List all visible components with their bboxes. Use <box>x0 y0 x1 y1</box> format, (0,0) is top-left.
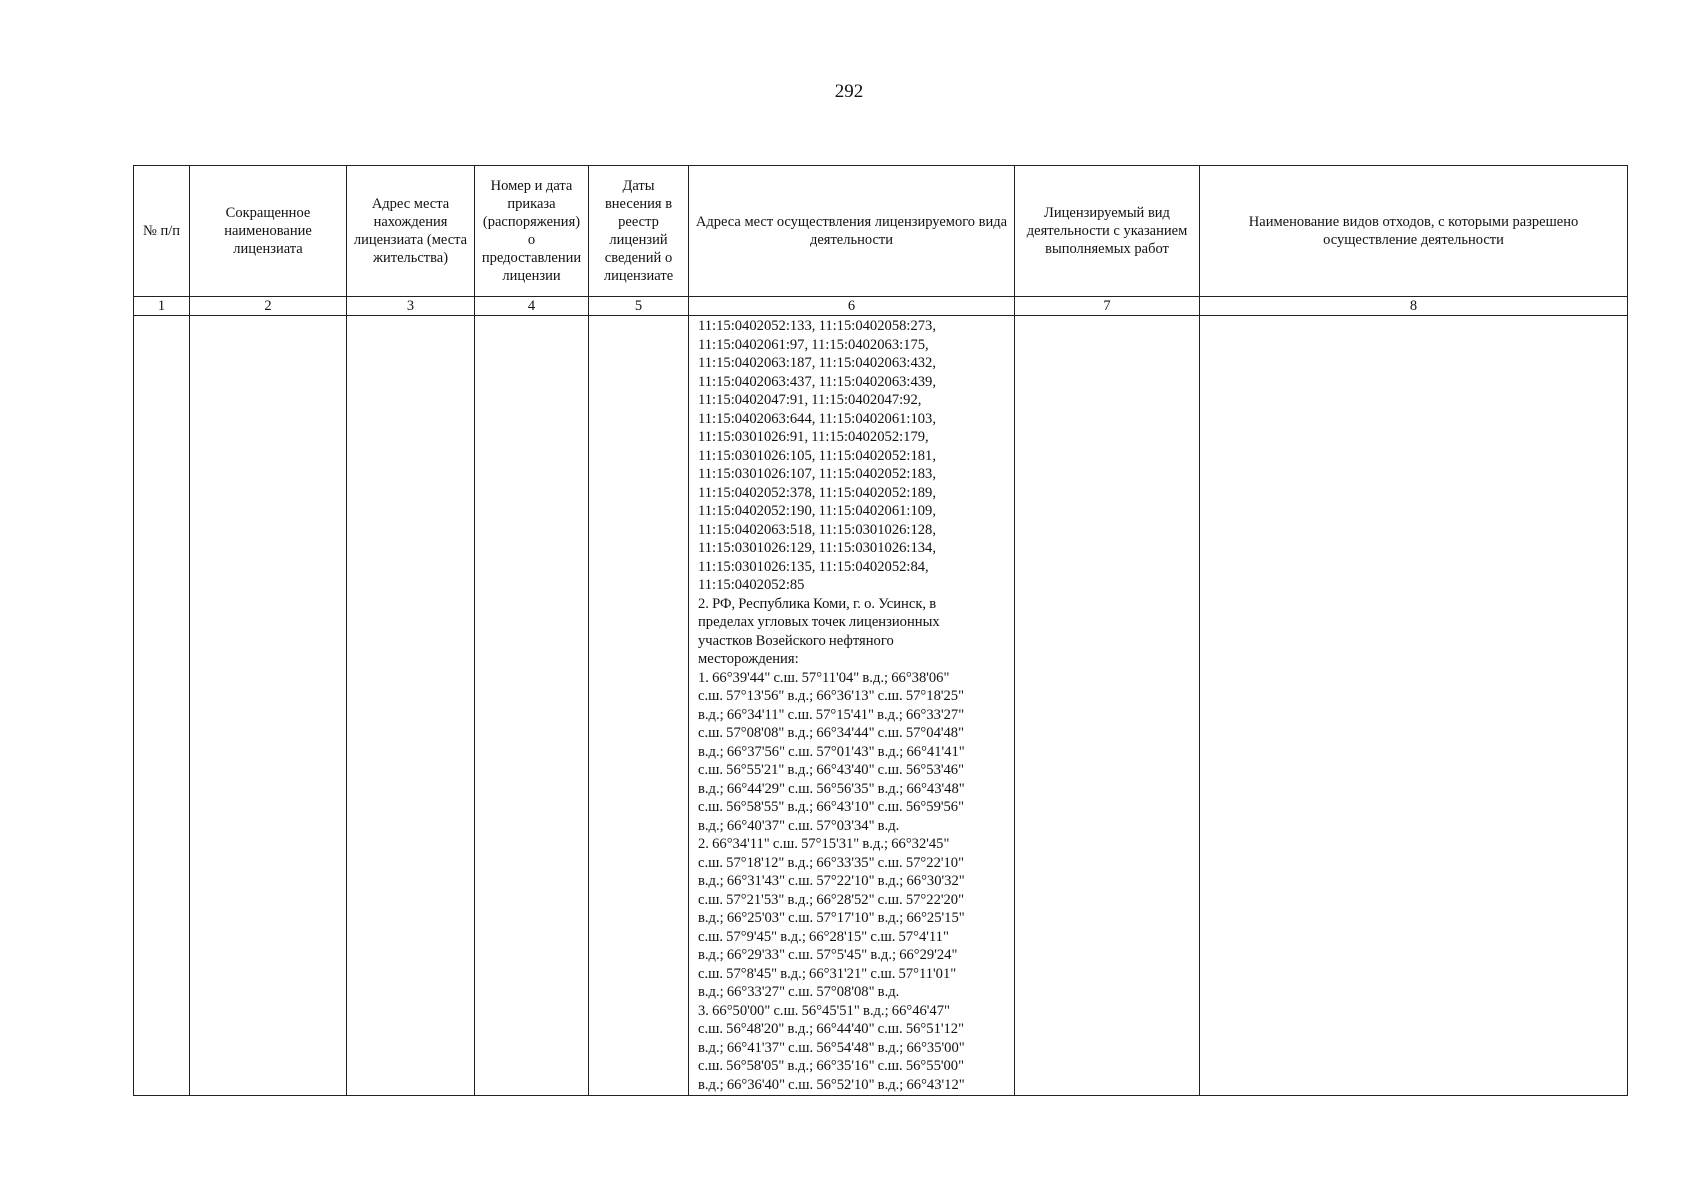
address-line: 11:15:0402047:91, 11:15:0402047:92, <box>698 392 922 408</box>
address-line: в.д.; 66°33'27" с.ш. 57°08'08" в.д. <box>698 984 900 1000</box>
address-line: 3. 66°50'00" с.ш. 56°45'51" в.д.; 66°46'47" <box>698 1002 950 1019</box>
cell-waste-types <box>1200 316 1628 1096</box>
address-line: 11:15:0301026:107, 11:15:0402052:183, <box>698 466 937 482</box>
column-number: 3 <box>347 297 475 316</box>
address-line: 11:15:0301026:129, 11:15:0301026:134, <box>698 540 937 556</box>
address-line: 11:15:0301026:135, 11:15:0402052:84, <box>698 558 929 575</box>
address-line: в.д.; 66°29'33" с.ш. 57°5'45" в.д.; 66°29'24" <box>698 947 958 963</box>
address-line: 2. 66°34'11" с.ш. 57°15'31" в.д.; 66°32'45" <box>698 836 950 852</box>
column-number-row <box>134 297 1628 316</box>
address-line: в.д.; 66°40'37" с.ш. 57°03'34" в.д. <box>698 817 900 834</box>
column-number: 2 <box>190 297 347 316</box>
address-line: в.д.; 66°36'40" с.ш. 56°52'10" в.д.; 66°43'12" <box>698 1076 965 1093</box>
address-line: 11:15:0402063:187, 11:15:0402063:432, <box>698 355 937 371</box>
column-number: 7 <box>1015 297 1200 316</box>
address-line: 11:15:0402063:644, 11:15:0402061:103, <box>698 410 937 427</box>
cell-order-number-date <box>475 316 589 1096</box>
address-line: с.ш. 57°9'45" в.д.; 66°28'15" с.ш. 57°4'11" <box>698 928 949 945</box>
header-activity-addresses: Адреса мест осуществления лицензируемого вида деятельности <box>689 166 1015 297</box>
address-line: с.ш. 56°58'55" в.д.; 66°43'10" с.ш. 56°59'56" <box>698 799 965 815</box>
address-line: 11:15:0402052:85 <box>698 577 805 593</box>
address-line: в.д.; 66°37'56" с.ш. 57°01'43" в.д.; 66°41'41" <box>698 743 965 760</box>
address-line: 11:15:0301026:91, 11:15:0402052:179, <box>698 429 929 445</box>
header-registry-dates: Даты внесения в реестр лицензий сведений о лицензиате <box>589 166 689 297</box>
address-line: с.ш. 57°8'45" в.д.; 66°31'21" с.ш. 57°11'01" <box>698 965 957 982</box>
address-line: в.д.; 66°41'37" с.ш. 56°54'48" в.д.; 66°35'00" <box>698 1039 965 1056</box>
table-row <box>134 316 1628 1096</box>
address-line: 11:15:0402063:518, 11:15:0301026:128, <box>698 521 937 538</box>
address-line: 11:15:0402061:97, 11:15:0402063:175, <box>698 336 929 353</box>
address-line: 2. РФ, Республика Коми, г. о. Усинск, в <box>698 595 937 612</box>
address-line: в.д.; 66°44'29" с.ш. 56°56'35" в.д.; 66°43'48" <box>698 780 965 797</box>
address-line: в.д.; 66°34'11" с.ш. 57°15'41" в.д.; 66°33'27" <box>698 706 965 723</box>
page-number: 292 <box>834 81 864 102</box>
header-waste-types: Наименование видов отходов, с которыми разрешено осуществление деятельности <box>1200 166 1628 297</box>
address-line: 11:15:0402052:378, 11:15:0402052:189, <box>698 484 937 501</box>
cell-activity-addresses <box>689 316 1015 1096</box>
column-number: 6 <box>689 297 1015 316</box>
address-line: пределах угловых точек лицензионных <box>698 614 940 630</box>
address-line: с.ш. 57°18'12" в.д.; 66°33'35" с.ш. 57°22'10" <box>698 854 965 871</box>
cell-number <box>134 316 190 1096</box>
cell-licensed-activity <box>1015 316 1200 1096</box>
address-line: с.ш. 57°08'08" в.д.; 66°34'44" с.ш. 57°04'48" <box>698 725 965 741</box>
license-registry-table <box>133 165 1628 1096</box>
cell-licensee-name <box>190 316 347 1096</box>
column-number: 1 <box>134 297 190 316</box>
address-line: участков Возейского нефтяного <box>698 632 894 649</box>
address-line: месторождения: <box>698 651 799 667</box>
header-licensed-activity: Лицензируемый вид деятельности с указанием выполняемых работ <box>1015 166 1200 297</box>
address-line: с.ш. 57°21'53" в.д.; 66°28'52" с.ш. 57°22'20" <box>698 891 965 908</box>
address-line: с.ш. 56°58'05" в.д.; 66°35'16" с.ш. 56°55'00" <box>698 1058 965 1074</box>
address-line: в.д.; 66°25'03" с.ш. 57°17'10" в.д.; 66°25'15" <box>698 910 965 926</box>
address-line: 1. 66°39'44" с.ш. 57°11'04" в.д.; 66°38'06" <box>698 669 950 686</box>
column-number: 4 <box>475 297 589 316</box>
address-line: 11:15:0402052:190, 11:15:0402061:109, <box>698 503 937 519</box>
column-number: 5 <box>589 297 689 316</box>
address-line: с.ш. 56°48'20" в.д.; 66°44'40" с.ш. 56°51'12" <box>698 1021 965 1037</box>
address-line: с.ш. 56°55'21" в.д.; 66°43'40" с.ш. 56°53'46" <box>698 762 965 778</box>
cell-registry-dates <box>589 316 689 1096</box>
cell-licensee-address <box>347 316 475 1096</box>
address-line: 11:15:0301026:105, 11:15:0402052:181, <box>698 447 937 464</box>
header-licensee-name: Сокращенное наименование лицензиата <box>190 166 347 297</box>
column-number: 8 <box>1200 297 1628 316</box>
address-line: 11:15:0402052:133, 11:15:0402058:273, <box>698 318 937 334</box>
header-row <box>134 166 1628 297</box>
address-line: в.д.; 66°31'43" с.ш. 57°22'10" в.д.; 66°30'32" <box>698 873 965 889</box>
header-number: № п/п <box>134 166 190 297</box>
address-line: 11:15:0402063:437, 11:15:0402063:439, <box>698 373 937 390</box>
header-licensee-address: Адрес места нахождения лицензиата (места жительства) <box>347 166 475 297</box>
address-line: с.ш. 57°13'56" в.д.; 66°36'13" с.ш. 57°18'25" <box>698 688 965 704</box>
header-order-number-date: Номер и дата приказа (распоряжения) о предоставлении лицензии <box>475 166 589 297</box>
